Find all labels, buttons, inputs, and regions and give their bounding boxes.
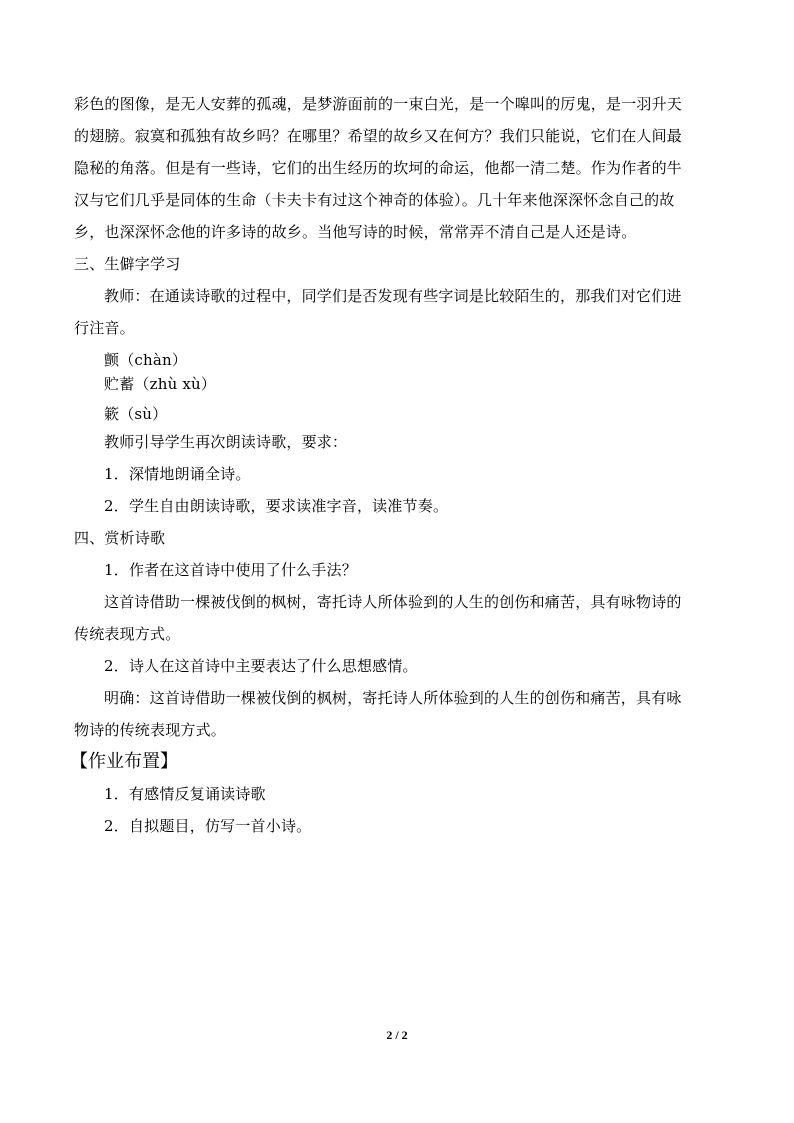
vocab-word: 贮蓄（zhù xù） [104,375,217,393]
question-2: 2．诗人在这首诗中主要表达了什么思想感情。 [104,657,418,675]
teacher-note-line: 行注音。 [74,319,135,337]
section-heading-4: 四、赏析诗歌 [74,529,166,547]
homework-heading: 【作业布置】 [70,751,178,772]
answer-1-line: 传统表现方式。 [74,625,181,643]
question-1: 1．作者在这首诗中使用了什么手法？ [104,561,357,579]
paragraph-line: 汉与它们几乎是同体的生命（卡夫卡有过这个神奇的体验）。几十年来他深深怀念自己的故 [74,191,675,209]
page-number: 2 / 2 [386,1028,408,1042]
reading-item: 1．深情地朗诵全诗。 [104,465,251,483]
reading-item: 2．学生自由朗读诗歌，要求读准字音，读准节奏。 [104,497,449,515]
vocab-word: 簌（sù） [104,405,168,423]
homework-item: 2．自拟题目，仿写一首小诗。 [104,817,312,835]
answer-2-line: 明确：这首诗借助一棵被伐倒的枫树，寄托诗人所体验到的人生的创伤和痛苦，具有咏 [104,689,682,707]
teacher-note-line: 教师：在通读诗歌的过程中，同学们是否发现有些字词是比较陌生的，那我们对它们进 [104,287,682,305]
answer-2-line: 物诗的传统表现方式。 [74,721,227,739]
paragraph-line: 彩色的图像，是无人安葬的孤魂，是梦游面前的一束白光，是一个嗥叫的厉鬼，是一羽升天 [74,95,683,113]
answer-1-line: 这首诗借助一棵被伐倒的枫树，寄托诗人所体验到的人生的创伤和痛苦，具有咏物诗的 [104,593,682,611]
section-heading-3: 三、生僻字学习 [74,255,181,273]
teacher-note: 教师引导学生再次朗读诗歌，要求： [104,433,348,451]
homework-item: 1．有感情反复诵读诗歌 [104,785,266,803]
paragraph-line: 的翅膀。寂寞和孤独有故乡吗？在哪里？希望的故乡又在何方？我们只能说，它们在人间最 [74,127,683,145]
vocab-word: 颤（chàn） [104,351,188,369]
paragraph-line: 隐秘的角落。但是有一些诗，它们的出生经历的坎坷的命运，他都一清二楚。作为作者的牛 [74,159,683,177]
paragraph-line: 乡，也深深怀念他的许多诗的故乡。当他写诗的时候，常常弄不清自己是人还是诗。 [74,223,637,241]
